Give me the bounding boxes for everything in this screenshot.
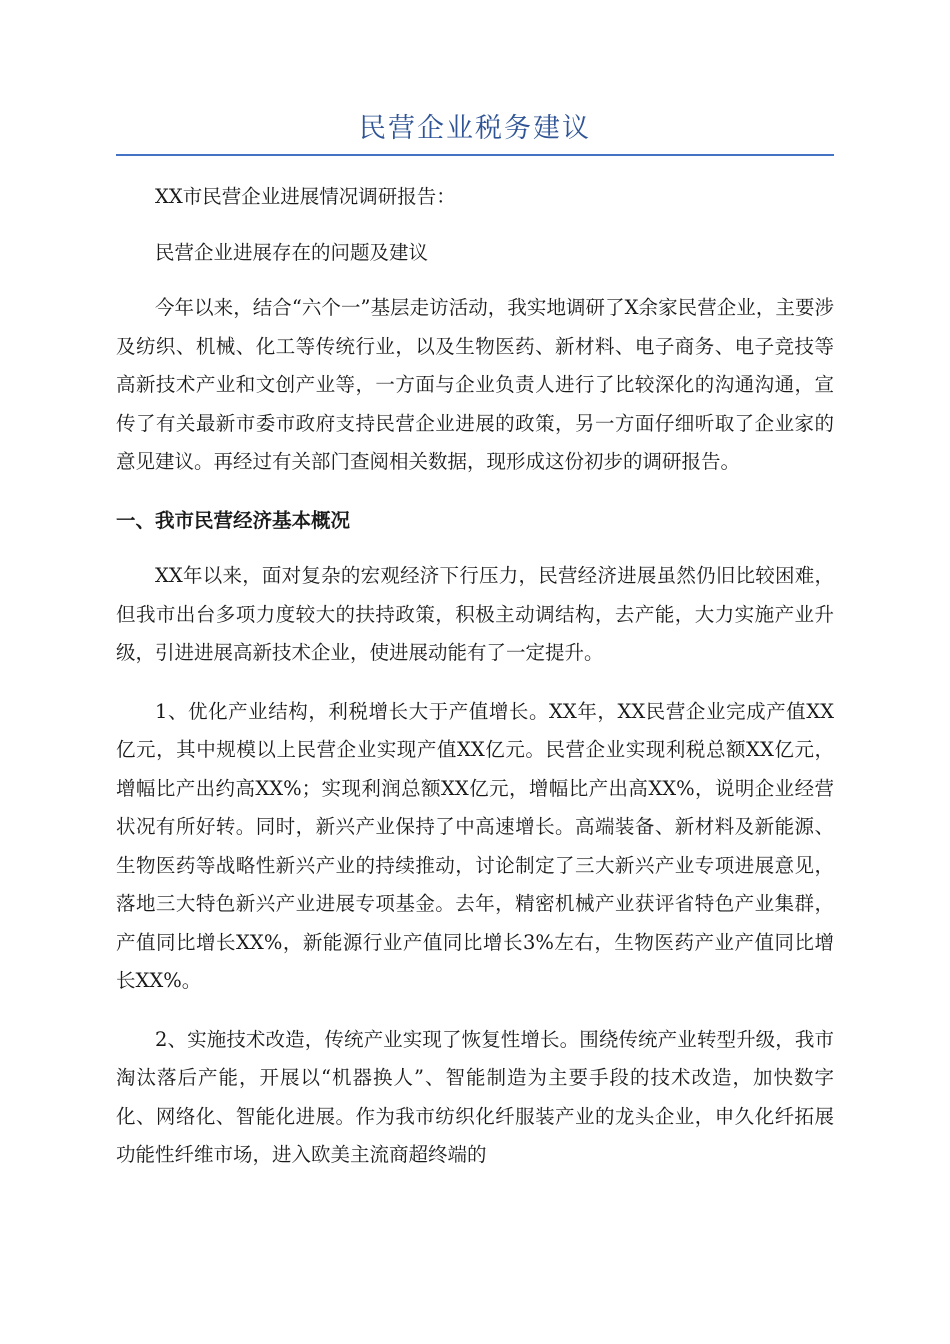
document-page — [116, 112, 834, 1195]
subtitle-issues: 民营企业进展存在的问题及建议 — [155, 240, 429, 264]
point-paragraph-1: 1、优化产业结构，利税增长大于产值增长。XX年，XX民营企业完成产值XX亿元，其中规模以上民营企业实现产值XX亿元。民营企业实现利税总额XX亿元，增幅比产出约高XX%；实现利润总额XX亿元，增幅比产出高XX%，说明企业经营状况有所好转。同时，新兴产业保持了中高速增长。高端装备、新材料及新能源、生物医药等战略性新兴产业的持续推动，讨论制定了三大新兴产业专项进展意见，落地三大特色新兴产业进展专项基金。去年，精密机械产业获评省特色产业集群，产值同比增长XX%，新能源行业产值同比增长3%左右，生物医药产业产值同比增长XX%。 — [116, 699, 834, 992]
intro-paragraph: 今年以来，结合“六个一”基层走访活动，我实地调研了X余家民营企业，主要涉及纺织、机械、化工等传统行业，以及生物医药、新材料、电子商务、电子竞技等高新技术产业和文创产业等，一方面与企业负责人进行了比较深化的沟通沟通，宣传了有关最新市委市政府支持民营企业进展的政策，另一方面仔细听取了企业家的意见建议。再经过有关部门查阅相关数据，现形成这份初步的调研报告。 — [116, 296, 834, 473]
point-paragraph-2: 2、实施技术改造，传统产业实现了恢复性增长。围绕传统产业转型升级，我市淘汰落后产能，开展以“机器换人”、智能制造为主要手段的技术改造，加快数字化、网络化、智能化进展。作为我市纺织化纤服装产业的龙头企业，申久化纤拓展功能性纤维市场，进入欧美主流商超终端的 — [116, 1027, 834, 1166]
subtitle-report: XX市民营企业进展情况调研报告： — [155, 185, 456, 208]
title-underline — [116, 154, 834, 156]
section-paragraph: XX年以来，面对复杂的宏观经济下行压力，民营经济进展虽然仍旧比较困难，但我市出台多项力度较大的扶持政策，积极主动调结构，去产能，大力实施产业升级，引进进展高新技术企业，使进展动能有了一定提升。 — [116, 564, 834, 664]
section-heading: 一、我市民营经济基本概况 — [116, 508, 351, 532]
document-title: 民营企业税务建议 — [359, 113, 591, 144]
